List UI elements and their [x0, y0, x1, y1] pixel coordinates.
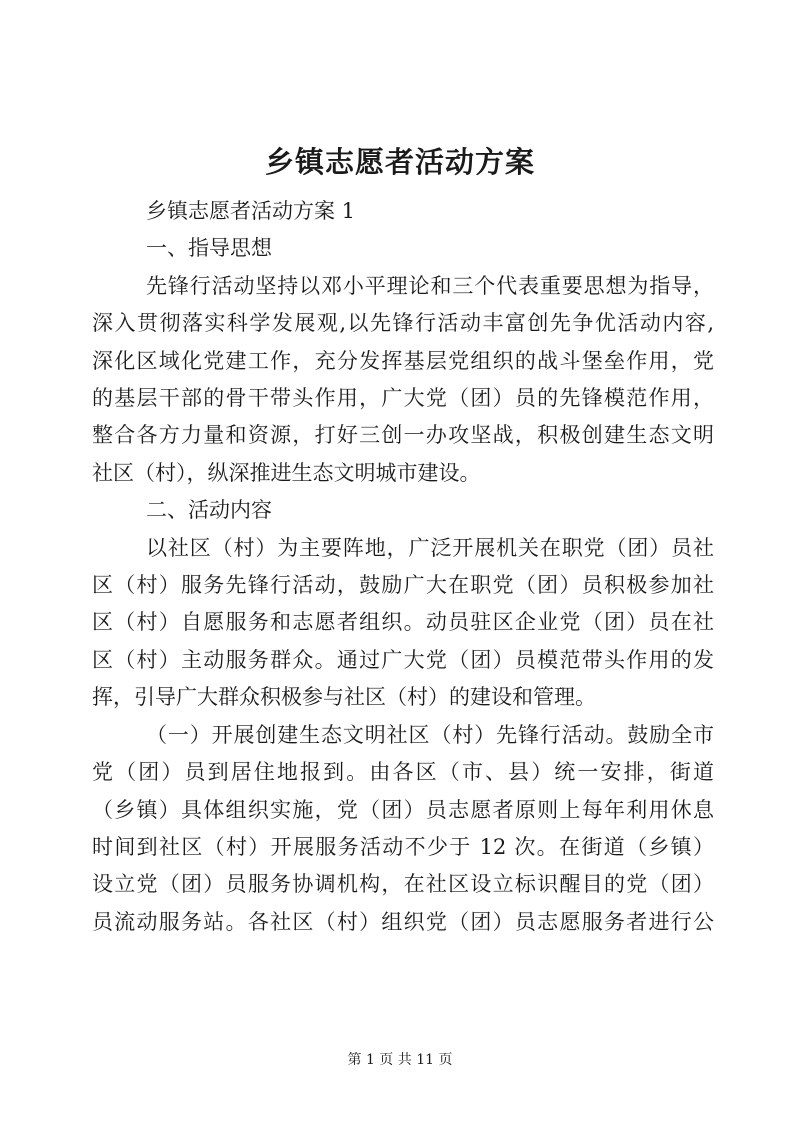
paragraph-line: 党（团）员到居住地报到。由各区（市、县）统一安排，街道 — [92, 760, 714, 785]
paragraph-line: 时间到社区（村）开展服务活动不少于 12 次。在街道（乡镇） — [92, 834, 714, 859]
paragraph-line: 区（村）自愿服务和志愿者组织。动员驻区企业党（团）员在社 — [92, 610, 714, 635]
document-title: 乡镇志愿者活动方案 — [264, 145, 535, 179]
paragraph-line: 先锋行活动坚持以邓小平理论和三个代表重要思想为指导， — [146, 273, 714, 298]
paragraph-line: 设立党（团）员服务协调机构，在社区设立标识醒目的党（团） — [92, 872, 714, 897]
subtitle-line: 乡镇志愿者活动方案 1 — [146, 199, 356, 223]
paragraph-line: 深化区域化党建工作，充分发挥基层党组织的战斗堡垒作用，党 — [92, 348, 714, 373]
section-heading-2: 二、活动内容 — [146, 498, 272, 523]
paragraph-line: 整合各方力量和资源，打好三创一办攻坚战，积极创建生态文明 — [92, 423, 714, 448]
paragraph-line: 以社区（村）为主要阵地，广泛开展机关在职党（团）员社 — [146, 535, 714, 560]
paragraph-line: 区（村）主动服务群众。通过广大党（团）员模范带头作用的发 — [92, 647, 714, 672]
section-heading-1: 一、指导思想 — [146, 236, 272, 261]
paragraph-line: 社区（村），纵深推进生态文明城市建设。 — [92, 460, 481, 485]
paragraph-line: 区（村）服务先锋行活动，鼓励广大在职党（团）员积极参加社 — [92, 573, 714, 598]
paragraph-line: （乡镇）具体组织实施，党（团）员志愿者原则上每年利用休息 — [92, 797, 714, 822]
paragraph-line: 挥，引导广大群众积极参与社区（村）的建设和管理。 — [92, 685, 596, 710]
document-body — [92, 193, 714, 941]
paragraph-line: 深入贯彻落实科学发展观,以先锋行活动丰富创先争优活动内容, — [92, 311, 714, 336]
paragraph-line: 员流动服务站。各社区（村）组织党（团）员志愿服务者进行公 — [92, 909, 714, 934]
page-number-footer: 第 1 页 共 11 页 — [347, 1052, 453, 1068]
paragraph-line: （一）开展创建生态文明社区（村）先锋行活动。鼓励全市 — [146, 722, 714, 747]
paragraph-line: 的基层干部的骨干带头作用，广大党（团）员的先锋模范作用， — [92, 386, 714, 411]
